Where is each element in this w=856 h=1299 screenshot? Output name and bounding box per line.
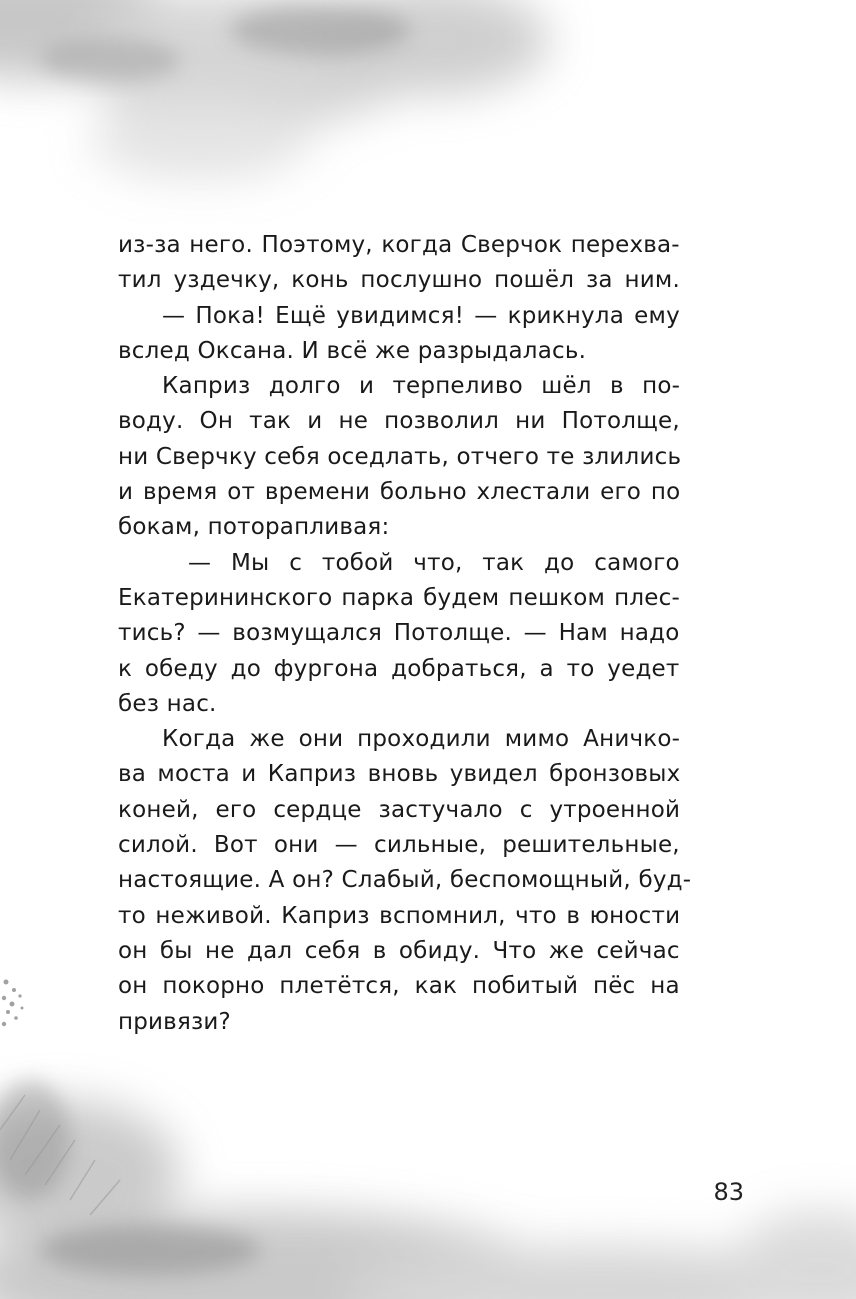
text-line: к обеду до фургона добраться, а то уедет — [118, 655, 680, 682]
text-line: Екатерининского парка будем пешком плес- — [118, 584, 680, 611]
text-line: тил уздечку, конь послушно пошёл за ним. — [118, 267, 680, 294]
text-line: он бы не дал себя в обиду. Что же сейчас — [118, 937, 680, 964]
text-line: вслед Оксана. И всё же разрыдалась. — [118, 337, 587, 364]
page-number: 83 — [713, 1178, 744, 1206]
text-line: привязи? — [118, 1008, 231, 1035]
text-line: тись? — возмущался Потолще. — Нам надо — [118, 620, 680, 647]
text-line: без нас. — [118, 690, 217, 717]
text-line: ни Сверчку себя оседлать, отчего те злились — [118, 443, 682, 470]
body-text — [118, 228, 692, 1040]
text-line: — Пока! Ещё увидимся! — крикнула ему — [162, 302, 680, 329]
text-line: из-за него. Поэтому, когда Сверчок перехва- — [118, 232, 680, 258]
left-margin-dots — [2, 980, 24, 1027]
text-line: воду. Он так и не позволил ни Потолще, — [118, 408, 680, 435]
text-line: настоящие. А он? Слабый, беспомощный, буд- — [118, 867, 692, 894]
text-line: он покорно плетётся, как побитый пёс на — [118, 973, 680, 1000]
text-line: коней, его сердце застучало с утроенной — [118, 796, 681, 823]
text-line: бокам, поторапливая: — [118, 514, 390, 541]
text-line: и время от времени больно хлестали его по — [118, 479, 681, 506]
text-line: — Мы с тобой что, так до самого — [188, 549, 680, 576]
text-line: ва моста и Каприз вновь увидел бронзовых — [118, 761, 681, 788]
text-line: Каприз долго и терпеливо шёл в по- — [162, 373, 681, 400]
text-line: силой. Вот они — сильные, решительные, — [118, 832, 680, 859]
text-line: то неживой. Каприз вспомнил, что в юности — [118, 902, 681, 929]
text-line: Когда же они проходили мимо Аничко- — [162, 726, 681, 753]
